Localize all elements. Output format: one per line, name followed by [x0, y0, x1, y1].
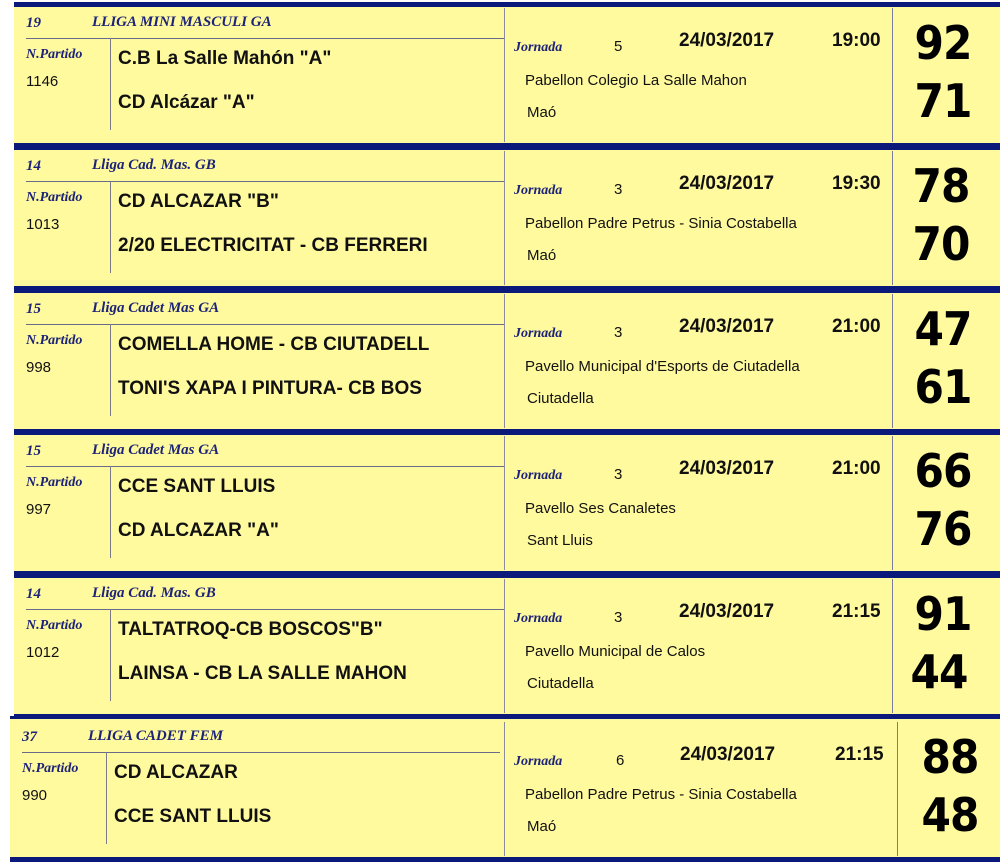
away-score: 71 [914, 74, 972, 128]
divider [892, 436, 893, 570]
card-top-bar [14, 145, 1000, 150]
away-score: 44 [910, 645, 968, 699]
home-team: COMELLA HOME - CB CIUTADELL [118, 334, 430, 355]
city: Ciutadella [527, 390, 594, 407]
divider [504, 8, 505, 142]
venue: Pabellon Colegio La Salle Mahon [525, 72, 747, 89]
round-number: 3 [614, 609, 623, 626]
round-number: 5 [614, 38, 623, 55]
venue: Pavello Municipal de Calos [525, 643, 706, 660]
away-score: 48 [921, 788, 979, 842]
match-date: 24/03/2017 [679, 30, 775, 51]
divider [106, 752, 107, 844]
match-number: 1013 [26, 216, 60, 233]
match-card [10, 716, 1000, 862]
divider [504, 579, 505, 713]
away-team: LAINSA - CB LA SALLE MAHON [118, 663, 407, 684]
divider [892, 8, 893, 142]
away-team: CCE SANT LLUIS [114, 806, 272, 827]
divider [110, 466, 111, 558]
home-team: C.B La Salle Mahón "A" [118, 48, 332, 69]
divider [504, 436, 505, 570]
match-card [14, 430, 1000, 576]
round-number: 3 [614, 466, 623, 483]
divider [892, 579, 893, 713]
category-number: 37 [22, 729, 37, 745]
away-team: CD Alcázar "A" [118, 92, 255, 113]
match-number: 1146 [26, 73, 59, 90]
away-team: TONI'S XAPA I PINTURA- CB BOS [118, 378, 422, 399]
match-number-label: N.Partido [26, 618, 83, 633]
match-time: 21:15 [835, 744, 884, 765]
category-number: 14 [26, 586, 41, 602]
city: Ciutadella [527, 675, 594, 692]
match-number-label: N.Partido [26, 333, 83, 348]
match-date: 24/03/2017 [680, 744, 776, 765]
category-name: Lliga Cadet Mas GA [92, 442, 220, 458]
round-label: Jornada [514, 754, 563, 769]
match-date: 24/03/2017 [679, 601, 775, 622]
round-number: 3 [614, 181, 623, 198]
divider [504, 294, 505, 428]
card-bottom-bar [10, 857, 1000, 862]
match-card [14, 2, 1000, 148]
match-number-label: N.Partido [26, 475, 83, 490]
category-name: Lliga Cad. Mas. GB [92, 157, 216, 173]
round-label: Jornada [514, 183, 563, 198]
away-team: 2/20 ELECTRICITAT - CB FERRERI [118, 235, 428, 256]
round-number: 6 [616, 752, 625, 769]
divider [26, 466, 504, 467]
divider [110, 324, 111, 416]
match-number: 997 [26, 501, 52, 518]
city: Maó [527, 247, 557, 264]
city: Sant Lluis [527, 532, 593, 549]
home-score: 47 [914, 302, 972, 356]
match-number-label: N.Partido [26, 190, 83, 205]
card-top-bar [14, 288, 1000, 293]
category-number: 15 [26, 443, 41, 459]
match-time: 21:15 [832, 601, 881, 622]
divider [26, 609, 504, 610]
home-team: CD ALCAZAR "B" [118, 191, 279, 212]
match-date: 24/03/2017 [679, 173, 775, 194]
divider [26, 324, 504, 325]
venue: Pabellon Padre Petrus - Sinia Costabella [525, 786, 797, 803]
home-team: CD ALCAZAR [114, 762, 238, 783]
divider [26, 181, 504, 182]
round-number: 3 [614, 324, 623, 341]
match-card [14, 145, 1000, 291]
category-name: LLIGA MINI MASCULI GA [92, 14, 272, 30]
home-score: 78 [912, 159, 970, 213]
round-label: Jornada [514, 611, 563, 626]
home-score: 92 [914, 16, 972, 70]
match-date: 24/03/2017 [679, 316, 775, 337]
card-top-bar [14, 2, 1000, 7]
match-date: 24/03/2017 [679, 458, 775, 479]
category-number: 15 [26, 301, 41, 317]
venue: Pavello Ses Canaletes [525, 500, 676, 517]
city: Maó [527, 818, 557, 835]
match-time: 21:00 [832, 316, 881, 337]
venue: Pavello Municipal d'Esports de Ciutadella [525, 358, 800, 375]
match-card [14, 573, 1000, 719]
away-score: 61 [914, 360, 972, 414]
card-top-bar [10, 716, 1000, 719]
home-team: CCE SANT LLUIS [118, 476, 276, 497]
match-card [14, 288, 1000, 434]
category-name: Lliga Cadet Mas GA [92, 300, 220, 316]
venue: Pabellon Padre Petrus - Sinia Costabella [525, 215, 797, 232]
divider [110, 181, 111, 273]
divider [897, 722, 898, 856]
divider [504, 151, 505, 285]
match-number: 998 [26, 359, 52, 376]
round-label: Jornada [514, 40, 563, 55]
round-label: Jornada [514, 326, 563, 341]
home-score: 88 [921, 730, 979, 784]
city: Maó [527, 104, 557, 121]
match-number-label: N.Partido [22, 761, 79, 776]
match-number: 990 [22, 787, 48, 804]
away-score: 76 [914, 502, 972, 556]
category-number: 14 [26, 158, 41, 174]
round-label: Jornada [514, 468, 563, 483]
match-time: 21:00 [832, 458, 881, 479]
away-team: CD ALCAZAR "A" [118, 520, 279, 541]
card-top-bar [14, 430, 1000, 435]
divider [26, 38, 504, 39]
match-number-label: N.Partido [26, 47, 83, 62]
divider [110, 38, 111, 130]
divider [504, 722, 505, 856]
home-team: TALTATROQ-CB BOSCOS"B" [118, 619, 383, 640]
match-number: 1012 [26, 644, 60, 661]
match-time: 19:00 [832, 30, 881, 51]
home-score: 91 [914, 587, 972, 641]
category-name: Lliga Cad. Mas. GB [92, 585, 216, 601]
category-number: 19 [26, 15, 41, 31]
away-score: 70 [912, 217, 970, 271]
divider [892, 151, 893, 285]
divider [110, 609, 111, 701]
divider [892, 294, 893, 428]
match-time: 19:30 [832, 173, 881, 194]
card-top-bar [14, 573, 1000, 578]
home-score: 66 [914, 444, 972, 498]
divider [22, 752, 500, 753]
category-name: LLIGA CADET FEM [88, 728, 224, 744]
